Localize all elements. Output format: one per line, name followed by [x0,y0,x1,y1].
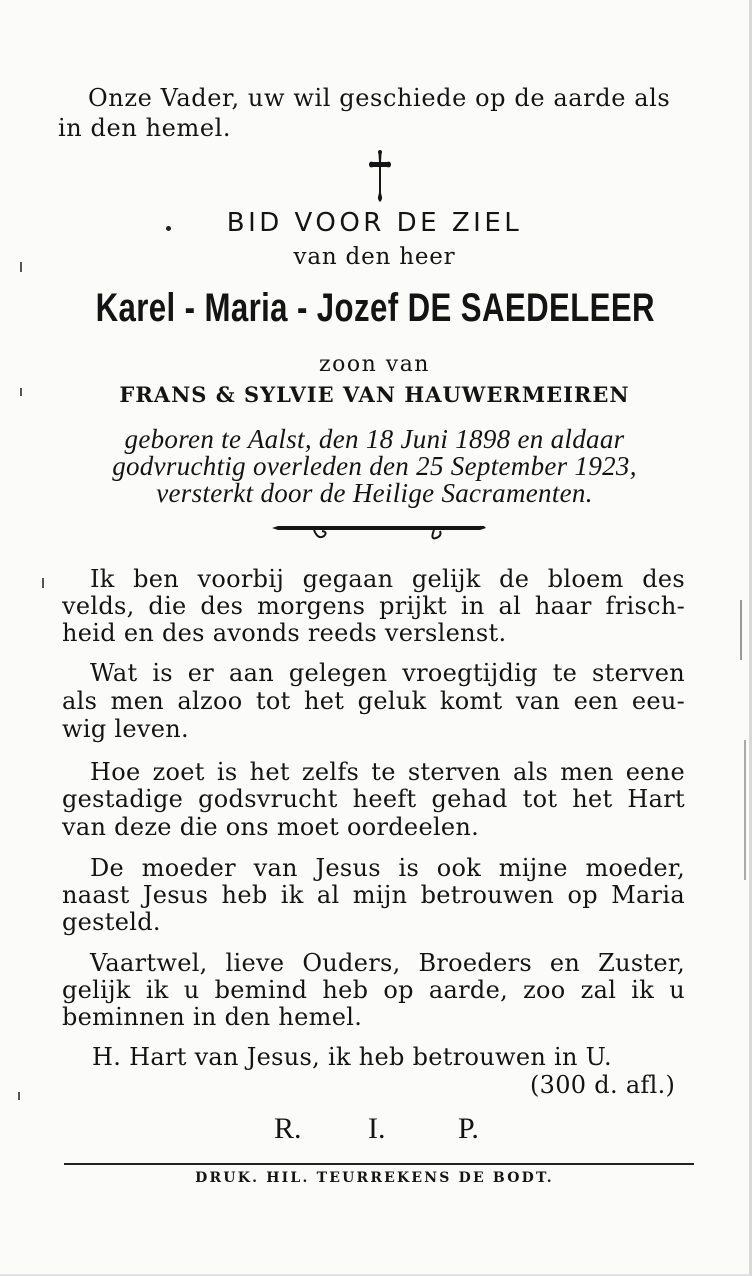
ornament-divider-icon [270,516,488,546]
paragraph-3-line-3: van deze die ons moet oordeelen. [62,813,480,841]
son-of-label: zoon van [319,352,430,377]
paragraph-3-line-1: Hoe zoet is het zelfs te sterven als men eene [90,758,685,786]
paragraph-1-line-2: velds, die des morgens prijkt in al haar frisch- [62,592,685,620]
birth-line-3: versterkt door de Heilige Sacramenten. [156,478,593,508]
parents-names: FRANS & SYLVIE VAN HAUWERMEIREN [119,382,630,407]
opening-prayer-line-2: in den hemel. [58,114,232,142]
footer-divider [64,1163,694,1165]
rip-r: R. [274,1112,302,1145]
paragraph-4-line-2: naast Jesus heb ik al mijn betrouwen op Maria [62,881,685,909]
deceased-name: Karel - Maria - Jozef DE SAEDELEER [95,286,655,330]
cross-icon [360,148,400,204]
paragraph-2-line-1: Wat is er aan gelegen vroegtijdig te sterven [90,659,685,687]
edge-speck [20,262,22,272]
paragraph-2-line-2: als men alzoo tot het geluk komt van een eeu- [62,687,685,715]
edge-speck [18,1092,20,1100]
prayer-heading: BID VOOR DE ZIEL [226,208,523,238]
paragraph-4-line-1: De moeder van Jesus is ook mijne moeder, [90,854,685,882]
paragraph-1-line-1: Ik ben voorbij gegaan gelijk de bloem des [90,565,685,593]
edge-speck [20,388,22,396]
paragraph-5-line-3: beminnen in den hemel. [62,1003,363,1031]
birth-line-2: godvruchtig overleden den 25 September 1923, [112,451,637,481]
paragraph-5-line-1: Vaartwel, lieve Ouders, Broeders en Zuster, [90,949,685,977]
paragraph-4-line-3: gesteld. [62,908,161,936]
printer-credit: DRUK. HIL. TEURREKENS DE BODT. [195,1170,554,1186]
paragraph-3-line-2: gestadige godsvrucht heeft gehad tot het Hart [62,785,685,813]
rip-i: I. [368,1112,386,1145]
edge-speck [744,740,746,880]
birth-line-1: geboren te Aalst, den 18 Juni 1898 en aldaar [124,424,625,454]
paragraph-5-line-2: gelijk ik u bemind heb op aarde, zoo zal ik u [62,976,685,1004]
edge-speck [42,578,44,588]
paragraph-1-line-3: heid en des avonds reeds verslenst. [62,619,507,647]
edge-speck [740,600,742,660]
opening-prayer-line-1: Onze Vader, uw wil geschiede op de aarde als [88,84,671,112]
title-of-deceased: van den heer [293,244,456,270]
closing-prayer: H. Hart van Jesus, ik heb betrouwen in U. [92,1043,612,1071]
paragraph-2-line-3: wig leven. [62,715,189,743]
rip-p: P. [458,1112,479,1145]
indulgence-note: (300 d. afl.) [530,1071,676,1099]
